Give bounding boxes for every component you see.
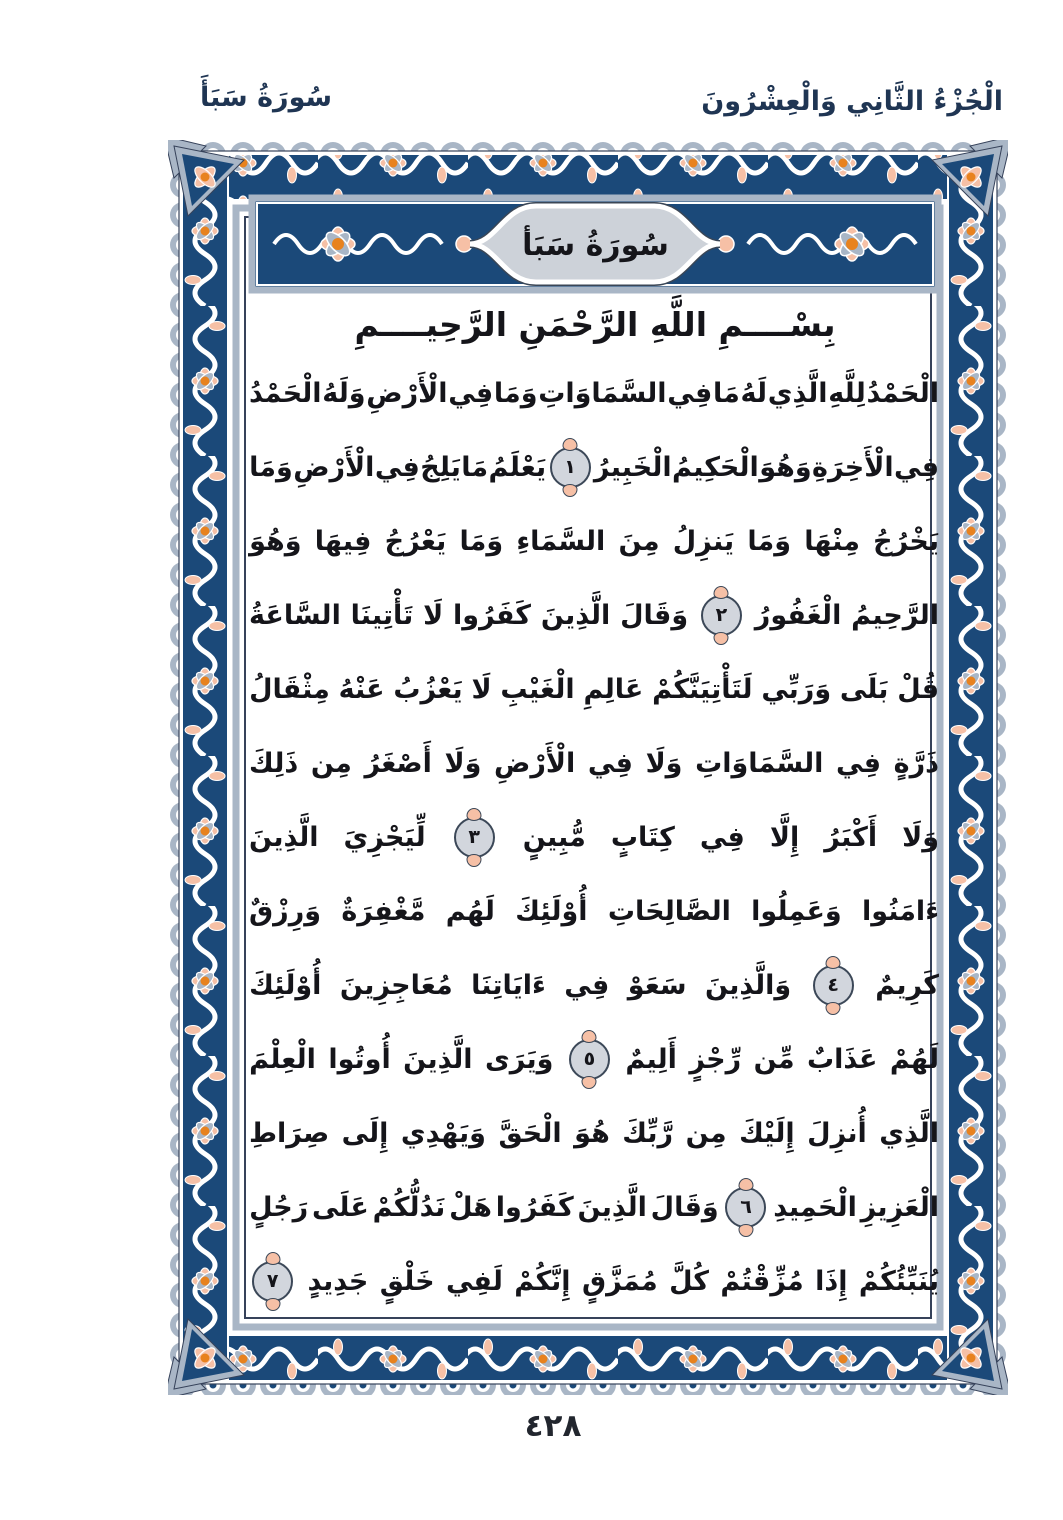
quran-word: فِي xyxy=(894,451,939,483)
quran-word: عَذَابٌ xyxy=(807,1043,878,1075)
quran-text-block xyxy=(249,358,939,1316)
quran-word: أُوتُوا xyxy=(328,1043,391,1075)
quran-word: كَفَرُوا xyxy=(453,599,531,631)
quran-word: الْخَبِيرُ xyxy=(593,451,672,483)
quran-word: لَهُم xyxy=(445,895,495,927)
quran-word: يَخْرُجُ xyxy=(873,525,939,557)
quran-word: مُعَاجِزِينَ xyxy=(339,969,453,1001)
quran-word: وَقَالَ xyxy=(620,599,689,631)
quran-word: وَيَرَى xyxy=(485,1043,554,1075)
quran-word: عَلَى xyxy=(311,1191,369,1223)
quran-word: مِن xyxy=(310,747,352,779)
ayah-marker: ٧ xyxy=(252,1261,293,1302)
quran-word: مِّن xyxy=(753,1043,795,1075)
quran-word: الصَّالِحَاتِ xyxy=(607,895,731,927)
quran-line xyxy=(249,1172,939,1242)
quran-word: وَقَالَ xyxy=(650,1191,719,1223)
quran-word: وَهُوَ xyxy=(249,525,302,557)
quran-word: الرَّحِيمُ xyxy=(851,599,939,631)
quran-word: وَلَا xyxy=(444,747,482,779)
header-juz-name: الْجُزْءُ الثَّانِي وَالْعِشْرُونَ xyxy=(701,86,1003,117)
quran-word: كَرِيمٌ xyxy=(875,969,939,1001)
quran-word: فِي xyxy=(564,969,610,1001)
quran-word: بَلَى xyxy=(839,673,889,705)
quran-word: كَفَرُوا xyxy=(495,1191,574,1223)
ayah-marker: ٤ xyxy=(813,965,854,1006)
quran-word: السَّاعَةُ xyxy=(249,599,341,631)
quran-word: مُزِّقْتُمْ xyxy=(720,1265,804,1297)
quran-word: كِتَابٍ xyxy=(610,821,675,853)
quran-word: فِي xyxy=(374,451,420,483)
quran-word: مُمَزَّقٍ xyxy=(581,1265,658,1297)
quran-word: لَتَأْتِيَنَّكُمْ xyxy=(652,673,753,705)
quran-line xyxy=(249,1246,939,1316)
quran-word: فِي xyxy=(448,377,494,409)
quran-word: الْعَزِيزِ xyxy=(860,1191,939,1223)
quran-word: الْغَيْبِ xyxy=(500,673,575,705)
quran-word: الَّذِي xyxy=(879,1117,939,1149)
quran-word: وَيَهْدِي xyxy=(400,1117,486,1149)
quran-word: أَلِيمٌ xyxy=(625,1043,677,1075)
quran-line xyxy=(249,802,939,872)
ayah-marker: ٣ xyxy=(454,817,495,858)
quran-word: لَفِي xyxy=(445,1265,503,1297)
header-surah-name: سُورَةُ سَبَأَ xyxy=(200,82,333,113)
quran-word: مِثْقَالُ xyxy=(249,673,330,705)
quran-word: يَلِجُ xyxy=(420,451,461,483)
quran-word: رِّجْزٍ xyxy=(689,1043,742,1075)
quran-line xyxy=(249,654,939,724)
quran-word: هَلْ xyxy=(449,1191,492,1223)
quran-word: الْغَفُورُ xyxy=(754,599,842,631)
quran-word: السَّمَاءِ xyxy=(516,525,606,557)
quran-word: قُلْ xyxy=(897,673,939,705)
quran-word: فِيهَا xyxy=(314,525,372,557)
quran-word: أُوْلَئِكَ xyxy=(249,969,322,1001)
quran-word: الَّذِينَ xyxy=(403,1043,473,1075)
quran-word: جَدِيدٍ xyxy=(307,1265,369,1297)
quran-word: رَّبِّكَ xyxy=(622,1117,674,1149)
quran-word: وَمَا xyxy=(493,377,538,409)
quran-word: نَدُلُّكُمْ xyxy=(372,1191,446,1223)
quran-word: لَهُمْ xyxy=(889,1043,939,1075)
quran-word: السَّمَاوَاتِ xyxy=(538,377,667,409)
quran-word: فِي xyxy=(667,377,713,409)
quran-word: ءَايَاتِنَا xyxy=(471,969,546,1001)
quran-word: الَّذِينَ xyxy=(249,821,319,853)
quran-word: سَعَوْ xyxy=(627,969,687,1001)
quran-word: يَعْلَمُ xyxy=(488,451,547,483)
quran-line xyxy=(249,358,939,428)
quran-word: الَّذِينَ xyxy=(540,599,611,631)
quran-word: وَمَا xyxy=(459,525,504,557)
quran-word: الْحَمْدُ xyxy=(866,377,939,409)
quran-line xyxy=(249,432,939,502)
page-number: ٤٢٨ xyxy=(524,1408,582,1444)
quran-word: مُّبِينٍ xyxy=(522,821,586,853)
quran-word: مِن xyxy=(685,1117,727,1149)
ayah-marker: ٦ xyxy=(725,1187,766,1228)
quran-word: وَرِزْقٌ xyxy=(249,895,322,927)
quran-word: السَّمَاوَاتِ xyxy=(695,747,824,779)
quran-word: كُلَّ xyxy=(669,1265,709,1297)
quran-word: إِلَيْكَ xyxy=(739,1117,795,1149)
quran-word: مَّغْفِرَةٌ xyxy=(341,895,426,927)
quran-word: خَلْقٍ xyxy=(379,1265,435,1297)
bismillah: بِسْــــمِ اللَّهِ الرَّحْمَنِ الرَّحِيــــمِ xyxy=(354,304,836,344)
quran-word: وَلَا xyxy=(645,747,683,779)
quran-word: يُنَبِّئُكُمْ xyxy=(858,1265,939,1297)
quran-word: الْحَمْدُ xyxy=(249,377,322,409)
quran-word: أُنزِلَ xyxy=(807,1117,867,1149)
quran-word: ذَلِكَ xyxy=(249,747,299,779)
quran-word: أُوْلَئِكَ xyxy=(515,895,588,927)
quran-word: وَالَّذِينَ xyxy=(705,969,792,1001)
ayah-marker: ١ xyxy=(550,447,591,488)
quran-word: وَمَا xyxy=(249,451,293,483)
quran-word: مِنْهَا xyxy=(804,525,860,557)
quran-word: إِذَا xyxy=(815,1265,848,1297)
quran-word: الْأَخِرَةِ xyxy=(812,451,894,483)
quran-word: الَّذِي xyxy=(767,377,828,409)
quran-word: وَرَبِّي xyxy=(761,673,832,705)
quran-line xyxy=(249,876,939,946)
quran-word: لِلَّهِ xyxy=(828,377,866,409)
quran-line xyxy=(249,728,939,798)
quran-word: عَنْهُ xyxy=(338,673,385,705)
quran-word: لَا xyxy=(471,673,492,705)
quran-word: الْأَرْضِ xyxy=(494,747,576,779)
quran-word: الْحَكِيمُ xyxy=(672,451,759,483)
ayah-marker: ٢ xyxy=(701,595,742,636)
quran-word: الْأَرْضِ xyxy=(293,451,375,483)
quran-word: مَا xyxy=(712,377,740,409)
quran-word: الْحَقَّ xyxy=(498,1117,562,1149)
ayah-marker: ٥ xyxy=(569,1039,610,1080)
quran-line xyxy=(249,950,939,1020)
quran-word: ءَامَنُوا xyxy=(862,895,939,927)
quran-word: إِلَّا xyxy=(769,821,800,853)
surah-title-text: سُورَةُ سَبَأ xyxy=(522,227,669,263)
quran-word: أَصْغَرُ xyxy=(364,747,432,779)
quran-word: وَمَا xyxy=(747,525,791,557)
quran-word: وَلَا xyxy=(902,821,939,853)
quran-word: مِنَ xyxy=(618,525,660,557)
quran-line xyxy=(249,506,939,576)
quran-word: لَهُ xyxy=(740,377,768,409)
quran-line xyxy=(249,1098,939,1168)
quran-word: الْعِلْمَ xyxy=(249,1043,316,1075)
quran-word: تَأْتِينَا xyxy=(350,599,414,631)
quran-word: وَهُوَ xyxy=(759,451,812,483)
quran-line xyxy=(249,580,939,650)
quran-word: وَلَهُ xyxy=(322,377,366,409)
quran-word: لِّيَجْزِيَ xyxy=(343,821,426,853)
quran-word: صِرَاطِ xyxy=(249,1117,330,1149)
quran-word: أَكْبَرُ xyxy=(824,821,878,853)
quran-word: رَجُلٍ xyxy=(249,1191,309,1223)
quran-word: ذَرَّةٍ xyxy=(893,747,939,779)
quran-word: وَعَمِلُوا xyxy=(751,895,842,927)
quran-word: فِي xyxy=(699,821,745,853)
quran-word: فِي xyxy=(836,747,882,779)
quran-word: فِي xyxy=(587,747,633,779)
quran-word: إِلَى xyxy=(341,1117,389,1149)
quran-word: الَّذِينَ xyxy=(577,1191,647,1223)
quran-word: الْأَرْضِ xyxy=(366,377,448,409)
quran-word: لَا xyxy=(423,599,444,631)
quran-word: عَالِمِ xyxy=(583,673,644,705)
quran-word: يَنزِلُ xyxy=(672,525,735,557)
quran-word: مَا xyxy=(461,451,489,483)
quran-word: هُوَ xyxy=(574,1117,610,1149)
quran-word: إِنَّكُمْ xyxy=(514,1265,571,1297)
quran-word: يَعْزُبُ xyxy=(393,673,463,705)
quran-word: الْحَمِيدِ xyxy=(773,1191,857,1223)
quran-word: يَعْرُجُ xyxy=(384,525,447,557)
quran-line xyxy=(249,1024,939,1094)
